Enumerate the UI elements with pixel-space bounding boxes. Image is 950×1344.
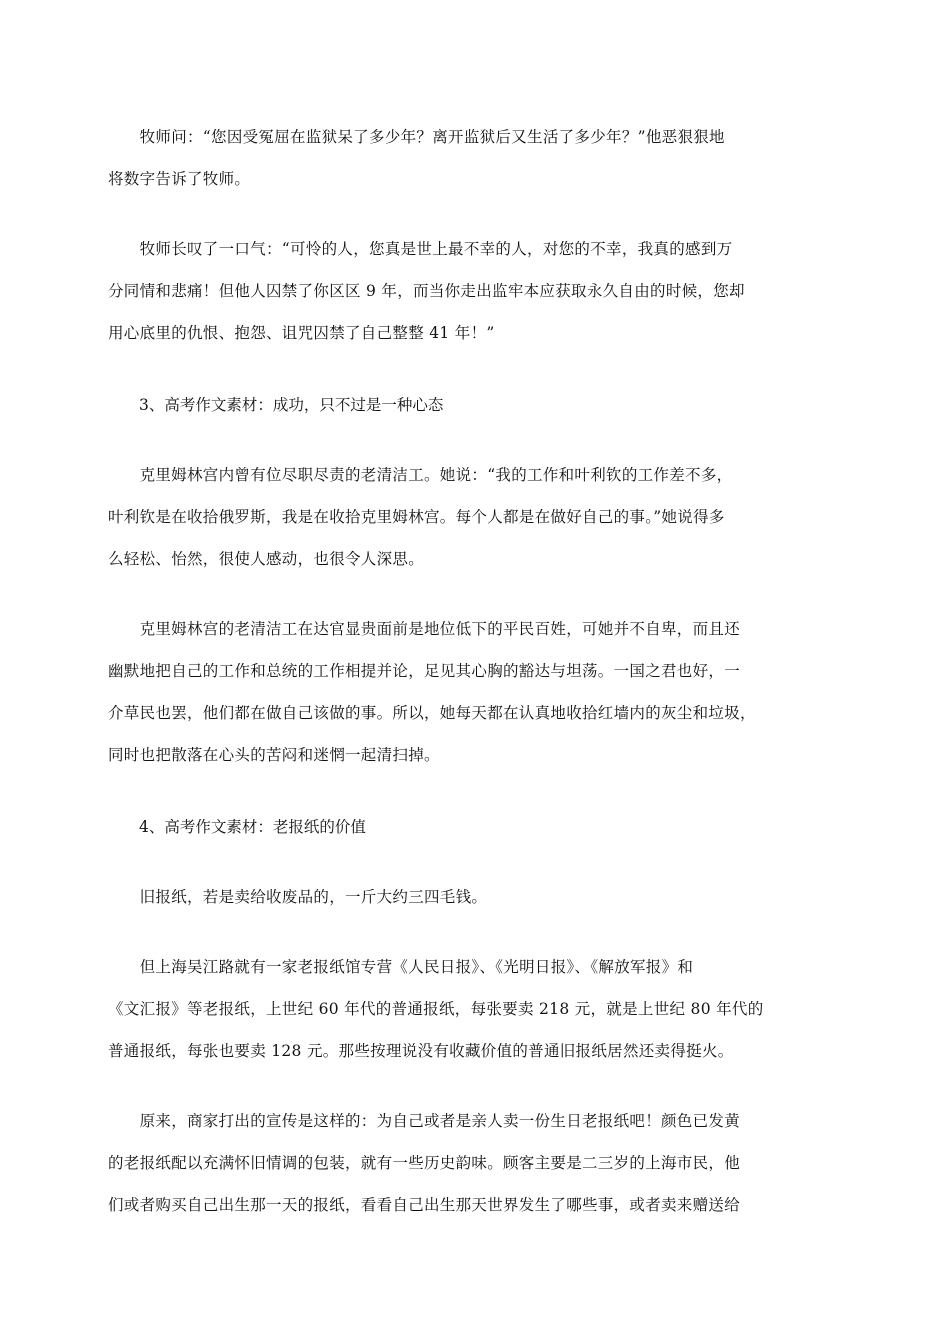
heading-text: 3、高考作文素材：成功，只不过是一种心态 [108,396,444,414]
paragraph-pastor-sigh [108,228,820,354]
paragraph-pastor-question [108,116,820,200]
text-line: 牧师长叹了一口气：“可怜的人，您真是世上最不幸的人，对您的不幸，我真的感到万 [108,240,733,258]
text-line: 但上海吴江路就有一家老报纸馆专营《人民日报》、《光明日报》、《解放军报》和 [108,958,694,976]
paragraph-birthday-newspaper [108,1100,820,1226]
text-line: 们或者购买自己出生那一天的报纸，看看自己出生那天世界发生了哪些事，或者卖来赠送给 [108,1196,741,1214]
text-line: 同时也把散落在心头的苦闷和迷惘一起清扫掉。 [108,746,440,764]
text-line: 介草民也罢，他们都在做自己该做的事。所以，她每天都在认真地收拾红墙内的灰尘和垃圾， [108,704,756,722]
text-line: 幽默地把自己的工作和总统的工作相提并论，足见其心胸的豁达与坦荡。一国之君也好，一 [108,662,741,680]
text-line: 用心底里的仇恨、抱怨、诅咒囚禁了自己整整 41 年！” [108,324,495,342]
text-line: 叶利钦是在收拾俄罗斯，我是在收拾克里姆林宫。每个人都是在做好自己的事。”她说得多 [108,508,725,526]
text-line: 分同情和悲痛！但他人囚禁了你区区 9 年，而当你走出监牢本应获取永久自由的时候，您却 [108,282,745,300]
paragraph-kremlin-cleaner [108,454,820,580]
text-line: 《文汇报》等老报纸，上世纪 60 年代的普通报纸，每张要卖 218 元，就是上世纪 80 年代的 [108,1000,764,1018]
section-heading-3 [108,384,443,426]
paragraph-old-newspaper-price [108,876,820,918]
text-line: 牧师问：“您因受冤屈在监狱呆了多少年？离开监狱后又生活了多少年？”他恶狠狠地 [108,128,725,146]
text-line: 克里姆林宫内曾有位尽职尽责的老清洁工。她说：“我的工作和叶利钦的工作差不多， [108,466,733,484]
text-line: 么轻松、怡然，很使人感动，也很令人深思。 [108,550,425,568]
text-line: 旧报纸，若是卖给收废品的，一斤大约三四毛钱。 [108,888,488,906]
text-line: 克里姆林宫的老清洁工在达官显贵面前是地位低下的平民百姓，可她并不自卑，而且还 [108,620,741,638]
heading-text: 4、高考作文素材：老报纸的价值 [108,818,366,836]
text-line: 原来，商家打出的宣传是这样的：为自己或者是亲人卖一份生日老报纸吧！颜色已发黄 [108,1112,741,1130]
text-line: 的老报纸配以充满怀旧情调的包装，就有一些历史韵味。顾客主要是二三岁的上海市民，他 [108,1154,741,1172]
text-line: 将数字告诉了牧师。 [108,170,251,188]
paragraph-kremlin-reflection [108,608,820,776]
text-line: 普通报纸，每张也要卖 128 元。那些按理说没有收藏价值的普通旧报纸居然还卖得挺火。 [108,1042,734,1060]
section-heading-4 [108,806,366,848]
paragraph-newspaper-shop [108,946,820,1072]
